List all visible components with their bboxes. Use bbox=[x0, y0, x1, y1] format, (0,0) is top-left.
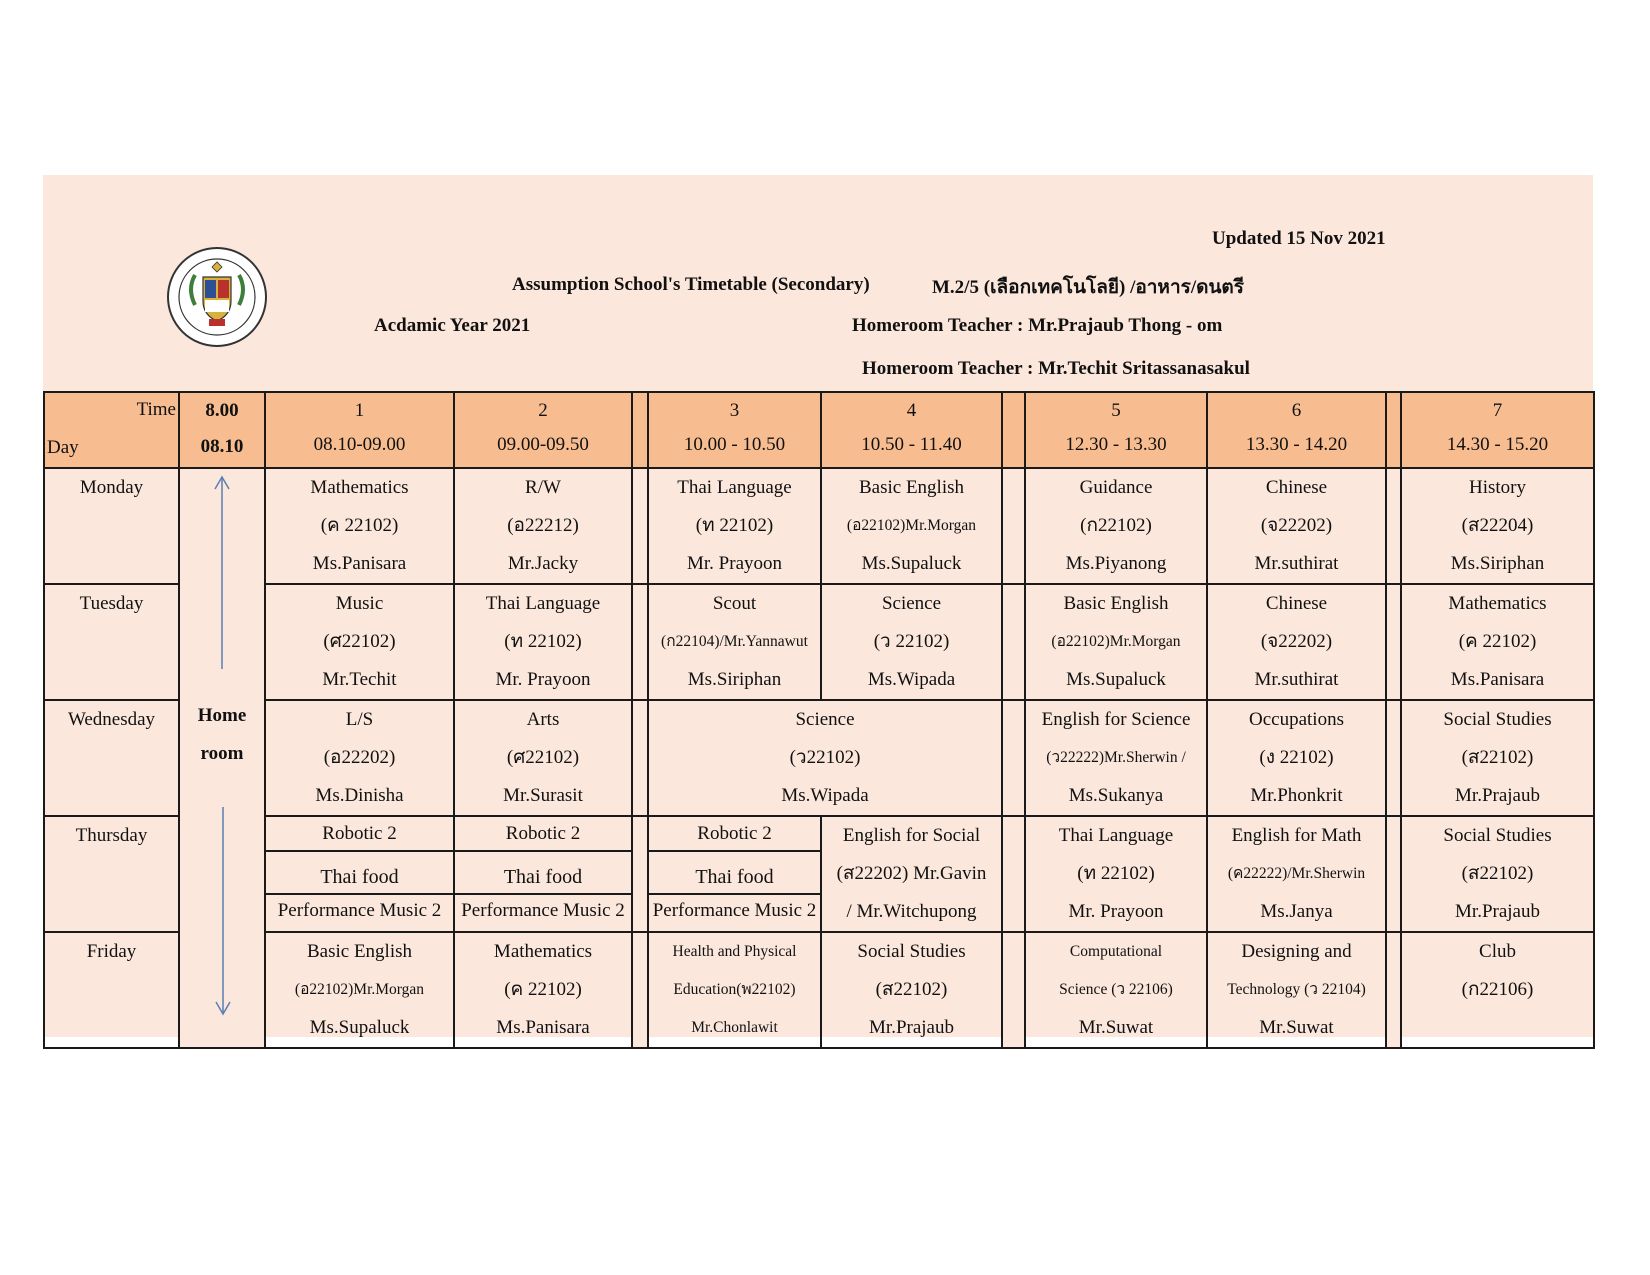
cell-line: Mr. Prayoon bbox=[495, 669, 591, 690]
cell-line: (ศ22102) bbox=[506, 747, 580, 768]
cell-line: Wednesday bbox=[67, 709, 156, 730]
cell-line: Science bbox=[795, 709, 855, 730]
cell-line: (ว22222)Mr.Sherwin / bbox=[1046, 749, 1186, 766]
gap-cell bbox=[1002, 816, 1025, 932]
cell-line: 13.30 - 14.20 bbox=[1245, 434, 1348, 455]
class-cell bbox=[1025, 816, 1207, 932]
cell-line: (ส22204) bbox=[1461, 515, 1534, 536]
cell-line: English for Math bbox=[1231, 825, 1362, 846]
gap-cell bbox=[1386, 468, 1401, 584]
cell-line: (ก22104)/Mr.Yannawut bbox=[661, 633, 808, 650]
cell-line: Thai Language bbox=[485, 593, 601, 614]
class-cell bbox=[821, 932, 1002, 1048]
cell-line: (ศ22102) bbox=[323, 631, 396, 652]
cell-line: Ms.Wipada bbox=[867, 669, 956, 690]
cell-line: Mr.Suwat bbox=[1078, 1017, 1154, 1038]
cell-line: Tuesday bbox=[79, 593, 144, 614]
cell-line: Ms.Siriphan bbox=[1450, 553, 1545, 574]
cell-line: (จ22202) bbox=[1260, 515, 1333, 536]
class-cell bbox=[1401, 468, 1594, 584]
cell-line: Mr.Techit bbox=[322, 669, 397, 690]
cell-line: Basic English bbox=[1063, 593, 1169, 614]
day-row-tuesday bbox=[44, 584, 1594, 700]
cell-line: Ms.Panisara bbox=[496, 1017, 590, 1038]
day-row-friday bbox=[44, 932, 1594, 1048]
homeroom-time-header bbox=[179, 392, 265, 468]
academic-year: Acdamic Year 2021 bbox=[374, 315, 531, 336]
day-row-monday bbox=[44, 468, 1594, 584]
cell-line: Mr.suthirat bbox=[1254, 669, 1339, 690]
cell-line: Mr. Prayoon bbox=[1068, 901, 1164, 922]
homeroom-label bbox=[180, 697, 264, 773]
cell-line: Basic English bbox=[858, 477, 965, 498]
cell-line: Mathematics bbox=[1448, 593, 1547, 614]
elective-cell bbox=[265, 816, 454, 932]
header-row bbox=[44, 392, 1594, 468]
gap-cell bbox=[1002, 392, 1025, 468]
cell-line: Music bbox=[335, 593, 384, 614]
class-cell bbox=[1207, 468, 1386, 584]
gap-cell bbox=[632, 468, 648, 584]
cell-line: Ms.Piyanong bbox=[1065, 553, 1167, 574]
class-label: M.2/5 (เลือกเทคโนโลยี) /อาหาร/ดนตรี bbox=[932, 277, 1244, 298]
time-day-header bbox=[44, 392, 179, 468]
class-cell bbox=[821, 584, 1002, 700]
cell-line: (อ22102)Mr.Morgan bbox=[1051, 633, 1181, 650]
class-cell bbox=[1207, 700, 1386, 816]
day-label: Day bbox=[47, 437, 79, 458]
cell-line: Thursday bbox=[75, 825, 148, 846]
cell-line: Ms.Dinisha bbox=[315, 785, 404, 806]
cell-line: 1 bbox=[354, 400, 365, 421]
class-cell bbox=[1025, 932, 1207, 1048]
cell-line: Ms.Sukanya bbox=[1068, 785, 1164, 806]
cell-line: (ท 22102) bbox=[1077, 863, 1155, 884]
cell-line: Ms.Wipada bbox=[781, 785, 869, 806]
cell-line: 12.30 - 13.30 bbox=[1065, 434, 1167, 455]
class-cell bbox=[1207, 932, 1386, 1048]
period-header bbox=[648, 392, 821, 468]
cell-line: (ท 22102) bbox=[504, 631, 582, 652]
cell-line: Science bbox=[881, 593, 942, 614]
cell-line: Mr.Chonlawit bbox=[691, 1019, 778, 1036]
elective-thai-food: Thai food bbox=[649, 852, 820, 895]
cell-line: (ส22102) bbox=[875, 979, 948, 1000]
cell-line: (อ22212) bbox=[507, 515, 579, 536]
cell-line: 4 bbox=[906, 400, 917, 421]
class-cell bbox=[1207, 584, 1386, 700]
gap-cell bbox=[632, 584, 648, 700]
period-header bbox=[1207, 392, 1386, 468]
cell-line: Friday bbox=[86, 941, 137, 962]
class-cell bbox=[1401, 700, 1594, 816]
cell-line: (ก22102) bbox=[1080, 515, 1152, 536]
cell-line: 3 bbox=[729, 400, 740, 421]
cell-line: Chinese bbox=[1265, 477, 1328, 498]
class-cell-double bbox=[648, 700, 1002, 816]
class-cell bbox=[454, 468, 632, 584]
cell-line: 5 bbox=[1111, 400, 1121, 421]
cell-line: (จ22202) bbox=[1260, 631, 1333, 652]
cell-line: Health and Physical bbox=[672, 943, 797, 960]
class-cell bbox=[821, 816, 1002, 932]
cell-line: Thai Language bbox=[1058, 825, 1174, 846]
cell-line: History bbox=[1469, 477, 1526, 498]
cell-line: Occupations bbox=[1249, 709, 1344, 730]
cell-line: Home bbox=[197, 705, 247, 726]
cell-line: Mr. Prayoon bbox=[687, 553, 782, 574]
cell-line: Ms.Siriphan bbox=[687, 669, 782, 690]
gap-cell bbox=[1386, 932, 1401, 1048]
class-cell bbox=[1025, 468, 1207, 584]
cell-line: R/W bbox=[525, 477, 561, 498]
cell-line: Monday bbox=[79, 477, 144, 498]
gap-cell bbox=[1386, 700, 1401, 816]
cell-line: 2 bbox=[538, 400, 548, 421]
gap-cell bbox=[632, 700, 648, 816]
cell-line: 08.10-09.00 bbox=[313, 434, 406, 455]
elective-cell bbox=[454, 816, 632, 932]
class-cell bbox=[1401, 584, 1594, 700]
gap-cell bbox=[632, 932, 648, 1048]
cell-line: Mathematics bbox=[310, 477, 409, 498]
day-name bbox=[44, 468, 179, 584]
cell-line: 7 bbox=[1492, 400, 1503, 421]
period-header bbox=[1025, 392, 1207, 468]
class-cell bbox=[454, 584, 632, 700]
cell-line: Ms.Supaluck bbox=[309, 1017, 410, 1038]
timetable-title: Assumption School's Timetable (Secondary) bbox=[512, 274, 870, 295]
cell-line: Social Studies bbox=[857, 941, 966, 962]
cell-line: (ส22102) bbox=[1461, 863, 1534, 884]
cell-line: room bbox=[200, 743, 244, 764]
cell-line: English for Social bbox=[842, 825, 981, 846]
day-row-thursday bbox=[44, 816, 1594, 932]
class-cell bbox=[1025, 584, 1207, 700]
cell-line: (อ22102)Mr.Morgan bbox=[294, 981, 425, 998]
cell-line: Club bbox=[1479, 941, 1516, 962]
cell-line: Mr.Prajaub bbox=[869, 1017, 954, 1038]
cell-line: Ms.Janya bbox=[1260, 901, 1333, 922]
cell-line: 10.00 - 10.50 bbox=[683, 434, 786, 455]
elective-cell bbox=[648, 816, 821, 932]
gap-cell bbox=[1002, 700, 1025, 816]
class-cell bbox=[821, 468, 1002, 584]
cell-line: (อ22202) bbox=[323, 747, 396, 768]
elective-music: Performance Music 2 bbox=[277, 900, 442, 921]
cell-line: (ง 22102) bbox=[1259, 747, 1334, 768]
cell-line: (ค 22102) bbox=[504, 979, 582, 1000]
period-header bbox=[454, 392, 632, 468]
period-header bbox=[265, 392, 454, 468]
class-cell bbox=[454, 700, 632, 816]
homeroom-teacher-2: Homeroom Teacher : Mr.Techit Sritassanasakul bbox=[862, 358, 1250, 379]
gap-cell bbox=[632, 816, 648, 932]
elective-thai-food: Thai food bbox=[266, 852, 453, 895]
homeroom-teacher-1: Homeroom Teacher : Mr.Prajaub Thong - om bbox=[852, 315, 1223, 336]
class-cell bbox=[265, 584, 454, 700]
cell-line: Scout bbox=[712, 593, 757, 614]
cell-line: Mr.Prajaub bbox=[1455, 785, 1540, 806]
cell-line: (ท 22102) bbox=[695, 515, 774, 536]
cell-line: Ms.Supaluck bbox=[1066, 669, 1166, 690]
cell-line: / Mr.Witchupong bbox=[846, 901, 977, 922]
cell-line: (ค 22102) bbox=[1458, 631, 1537, 652]
elective-thai-food: Thai food bbox=[455, 852, 631, 895]
cell-line: (ก22106) bbox=[1461, 979, 1534, 1000]
cell-line: Guidance bbox=[1079, 477, 1153, 498]
cell-line: Mr.suthirat bbox=[1254, 553, 1339, 574]
gap-cell bbox=[1002, 468, 1025, 584]
gap-cell bbox=[1002, 584, 1025, 700]
cell-line: English for Science bbox=[1041, 709, 1191, 730]
class-cell bbox=[265, 932, 454, 1048]
class-cell bbox=[648, 468, 821, 584]
class-cell bbox=[1207, 816, 1386, 932]
cell-line: (ค 22102) bbox=[320, 515, 399, 536]
cell-line: Science (ว 22106) bbox=[1059, 981, 1173, 998]
cell-line: Social Studies bbox=[1443, 825, 1552, 846]
timetable-grid bbox=[43, 391, 1595, 1049]
cell-line: Thai Language bbox=[677, 477, 792, 498]
homeroom-column bbox=[179, 468, 265, 1048]
class-cell bbox=[648, 584, 821, 700]
cell-line: Mr.Surasit bbox=[503, 785, 583, 806]
gap-cell bbox=[1002, 932, 1025, 1048]
gap-cell bbox=[632, 392, 648, 468]
cell-line: (ส22102) bbox=[1461, 747, 1534, 768]
cell-line: 10.50 - 11.40 bbox=[861, 434, 962, 455]
cell-line: Computational bbox=[1069, 943, 1163, 960]
cell-line: Mr.Jacky bbox=[507, 553, 579, 574]
day-row-wednesday bbox=[44, 700, 1594, 816]
day-name bbox=[44, 584, 179, 700]
cell-line: Arts bbox=[526, 709, 560, 730]
period-header bbox=[821, 392, 1002, 468]
gap-cell bbox=[1386, 584, 1401, 700]
cell-line: Designing and bbox=[1241, 941, 1352, 962]
class-cell bbox=[265, 700, 454, 816]
gap-cell bbox=[1386, 816, 1401, 932]
cell-line: 14.30 - 15.20 bbox=[1446, 434, 1549, 455]
class-cell bbox=[1025, 700, 1207, 816]
cell-line: Mr.Phonkrit bbox=[1250, 785, 1343, 806]
elective-music: Performance Music 2 bbox=[652, 900, 817, 921]
cell-line: (ว22102) bbox=[789, 747, 861, 768]
cell-line: (อ22102)Mr.Morgan bbox=[846, 517, 977, 534]
cell-line: Mr.Prajaub bbox=[1455, 901, 1540, 922]
cell-line: Mr.Suwat bbox=[1259, 1017, 1334, 1038]
cell-line: 08.10 bbox=[200, 436, 244, 457]
elective-robotic: Robotic 2 bbox=[455, 817, 631, 852]
cell-line: Ms.Panisara bbox=[1450, 669, 1545, 690]
day-name bbox=[44, 700, 179, 816]
cell-line: L/S bbox=[345, 709, 374, 730]
class-cell bbox=[1401, 816, 1594, 932]
elective-robotic: Robotic 2 bbox=[649, 817, 820, 852]
day-name bbox=[44, 932, 179, 1048]
day-name bbox=[44, 816, 179, 932]
cell-line: Basic English bbox=[306, 941, 413, 962]
class-cell bbox=[1401, 932, 1594, 1048]
period-header bbox=[1401, 392, 1594, 468]
cell-line: Social Studies bbox=[1443, 709, 1552, 730]
class-cell bbox=[265, 468, 454, 584]
cell-line: Education(พ22102) bbox=[673, 981, 796, 998]
cell-line: 6 bbox=[1291, 400, 1302, 421]
elective-robotic: Robotic 2 bbox=[266, 817, 453, 852]
cell-line: Ms.Supaluck bbox=[861, 553, 962, 574]
cell-line: Chinese bbox=[1265, 593, 1328, 614]
updated-date: Updated 15 Nov 2021 bbox=[1212, 228, 1386, 249]
cell-line: 8.00 bbox=[205, 400, 239, 421]
time-label: Time bbox=[136, 399, 176, 420]
cell-line: 09.00-09.50 bbox=[497, 434, 589, 455]
cell-line: Ms.Panisara bbox=[312, 553, 407, 574]
elective-music: Performance Music 2 bbox=[461, 900, 625, 921]
gap-cell bbox=[1386, 392, 1401, 468]
cell-line: Mathematics bbox=[493, 941, 593, 962]
cell-line: (ค22222)/Mr.Sherwin bbox=[1227, 865, 1366, 882]
school-logo bbox=[165, 245, 269, 349]
class-cell bbox=[454, 932, 632, 1048]
cell-line: (ส22202) Mr.Gavin bbox=[836, 863, 987, 884]
class-cell bbox=[648, 932, 821, 1048]
cell-line: Technology (ว 22104) bbox=[1227, 981, 1366, 998]
cell-line: (ว 22102) bbox=[873, 631, 950, 652]
